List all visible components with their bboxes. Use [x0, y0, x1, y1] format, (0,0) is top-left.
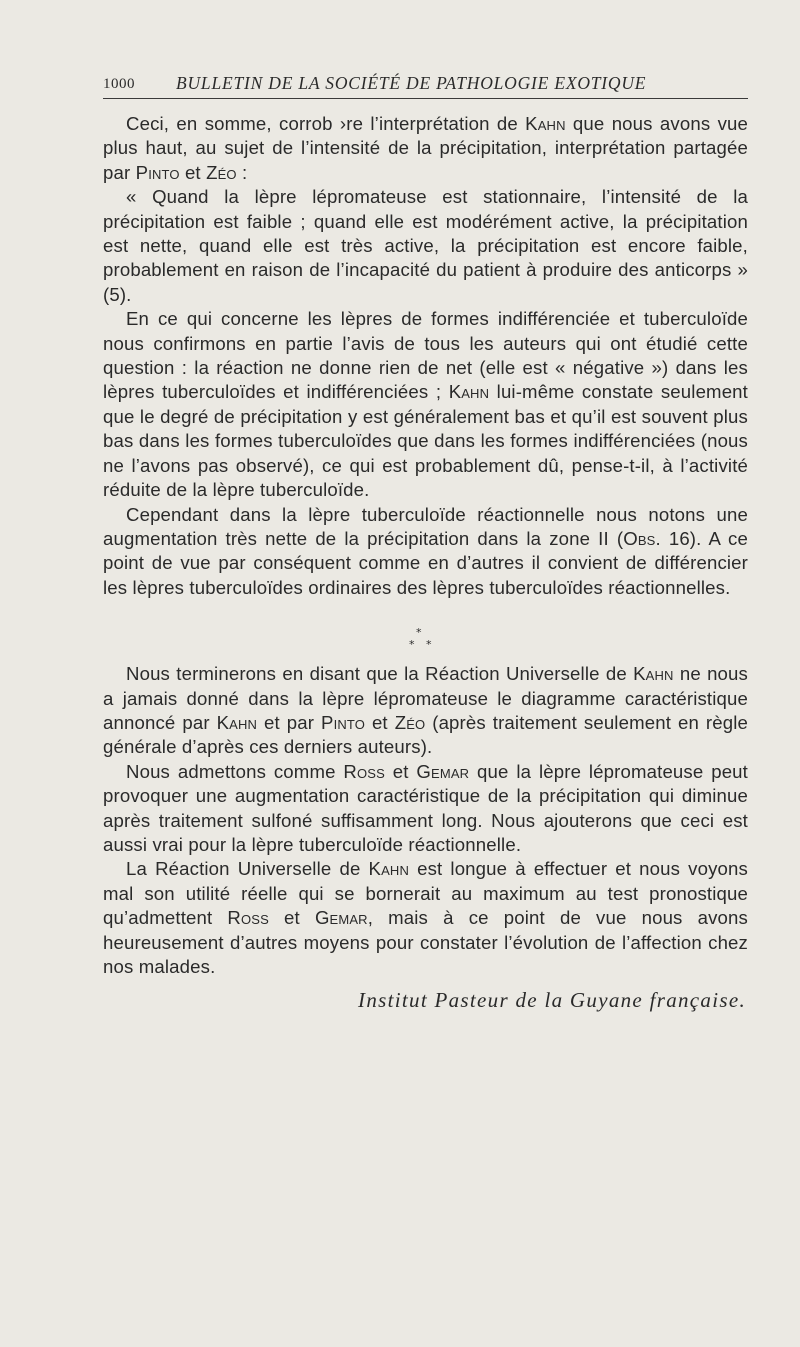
institution-signature: Institut Pasteur de la Guyane française. — [358, 988, 746, 1013]
text-run: et par — [257, 711, 322, 733]
author-name-pinto: Pinto — [135, 161, 180, 183]
author-name-kahn: Kahn — [633, 663, 674, 685]
running-title: BULLETIN DE LA SOCIÉTÉ DE PATHOLOGIE EXOTIQUE — [176, 73, 647, 93]
paragraph-1 — [103, 112, 748, 185]
text-run: ne nous a jamais donné dans la lèpre lépromateuse le diagramme caractéristique annoncé par — [103, 663, 748, 733]
author-name-pinto: Pinto — [321, 711, 365, 733]
page-header — [103, 70, 748, 98]
text-run: lui-même constate seulement que le degré de précipitation y est généralement bas et qu’il est souvent plus bas dans les formes tuberculoïdes que dans les formes indifférenciées (nous ne l’avons pas observé), ce qui est probablement dû, pense-t-il, à l’activité réduite de la lèpre tuberculoïde. — [103, 381, 748, 501]
paragraph-5 — [103, 662, 748, 760]
author-name-kahn: Kahn — [448, 381, 490, 403]
text-run: que la lèpre lépromateuse peut provoquer une augmentation caractéristique de la précipitation qui diminue après traitement sulfoné suffisamment long. Nous ajouterons que ceci est aussi vrai pour la lèpre tuberculoïde réactionnelle. — [103, 760, 748, 855]
author-name-zeo: Zéo — [394, 711, 426, 733]
article-body — [103, 112, 748, 1013]
paragraph-2-quotation: « Quand la lèpre lépromateuse est stationnaire, l’intensité de la précipitation est faible ; quand elle est modérément active, la précipitation est nette, quand elle est très active, la précipitation est encore faible, probablement en raison de l’incapacité du patient à produire des anticorps » (5). — [103, 186, 748, 305]
asterism-top: * — [416, 626, 422, 640]
paragraph-6 — [103, 760, 748, 858]
author-name-kahn: Kahn — [368, 858, 409, 880]
text-run: est longue à effectuer et nous voyons mal son utilité réelle qui se bornerait au maximum au test pronostique qu’admettent — [103, 858, 748, 929]
text-run: , mais à ce point de vue nous avons heureusement d’autres moyens pour constater l’évolution de l’affection chez nos malades. — [103, 907, 748, 977]
asterism-bottom: * * — [409, 638, 436, 652]
author-name-gemar: Gemar — [314, 907, 368, 929]
text-run: et — [384, 760, 417, 782]
author-name-zeo: Zéo — [206, 161, 237, 183]
text-run: Ceci, en somme, corrob ›re l’interprétation de — [126, 113, 526, 134]
text-run: que nous avons vue plus haut, au sujet de l’intensité de la précipitation, interprétation partagée par — [103, 113, 749, 183]
page-number: 1000 — [103, 76, 135, 92]
paragraph-7 — [103, 857, 748, 979]
paragraph-3 — [103, 307, 748, 502]
author-name-ross: Ross — [227, 907, 269, 929]
text-run: et — [268, 907, 315, 929]
text-run: 16). A ce point de vue par conséquent comme en d’autres il convient de différencier les lèpres tuberculoïdes ordinaires des lèpres tuberculoïdes réactionnelles. — [103, 527, 748, 598]
text-run: Nous admettons comme — [126, 760, 344, 782]
text-run: et — [179, 161, 207, 183]
observation-ref: Obs. — [623, 527, 661, 549]
text-run: et — [365, 711, 395, 733]
paragraph-4 — [103, 503, 748, 601]
text-run: Nous terminerons en disant que la Réaction Universelle de — [126, 663, 634, 685]
section-asterism — [103, 600, 748, 662]
header-rule — [103, 98, 748, 99]
author-name-kahn: Kahn — [216, 711, 258, 733]
author-name-ross: Ross — [343, 760, 385, 782]
text-run: Cependant dans la lèpre tuberculoïde réactionnelle nous notons une augmentation très nette de la précipitation dans la zone II ( — [103, 503, 748, 549]
text-run: En ce qui concerne les lèpres de formes indifférenciée et tuberculoïde nous confirmons en partie l’avis de tous les auteurs qui ont étudié cette question : la réaction ne donne rien de net (elle est « négative ») dans les lèpres tuberculoïdes et indifférenciées ; — [103, 308, 748, 403]
text-run: (après traitement seulement en règle générale d’après ces derniers auteurs). — [103, 711, 748, 758]
author-name-kahn: Kahn — [525, 113, 566, 134]
author-name-gemar: Gemar — [416, 760, 470, 782]
text-run: : — [236, 161, 248, 183]
text-run: La Réaction Universelle de — [126, 858, 369, 880]
